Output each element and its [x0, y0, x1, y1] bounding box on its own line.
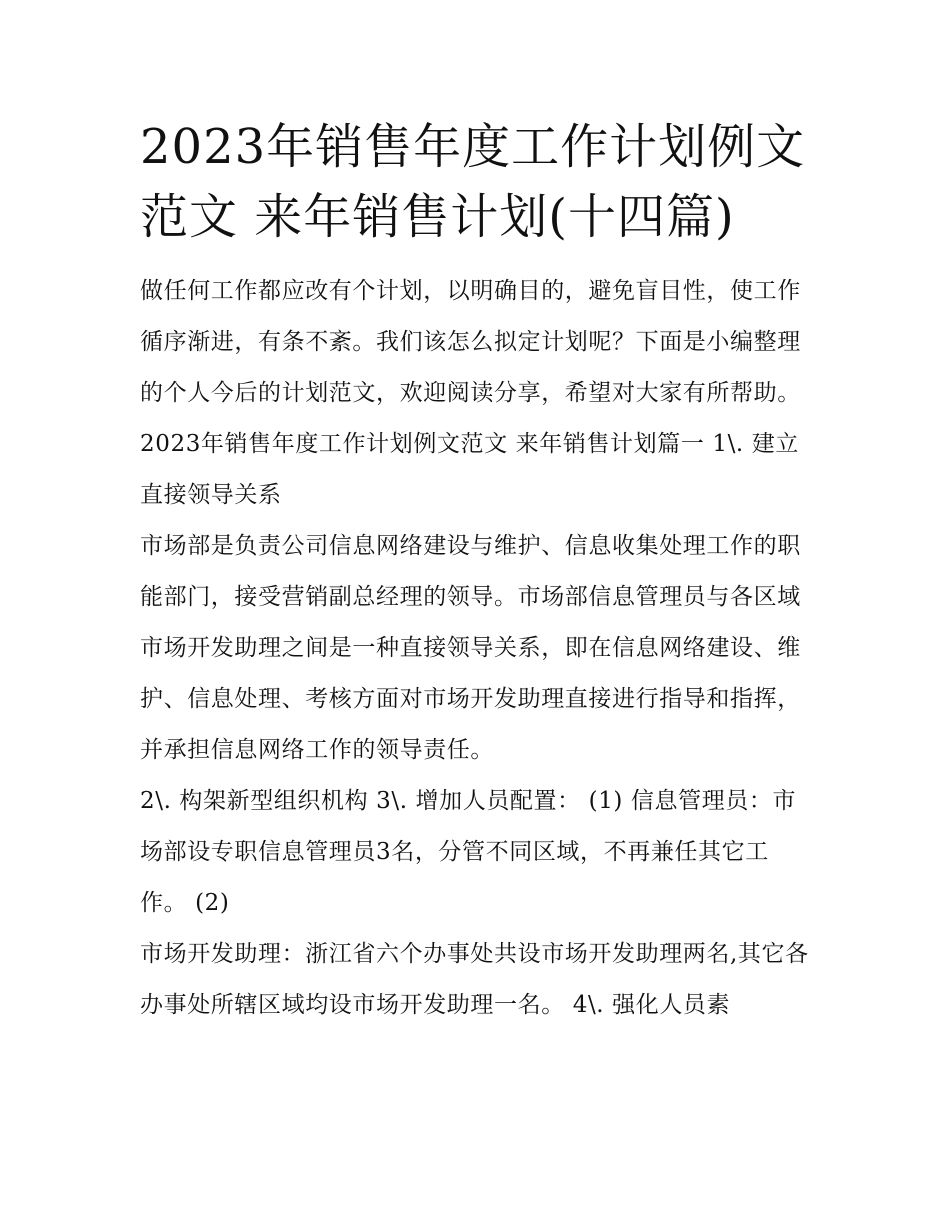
intro-paragraph: 做任何工作都应改有个计划，以明确目的，避免盲目性，使工作循序渐进，有条不紊。我们该怎么拟定计划呢？下面是小编整理的个人今后的计划范文，欢迎阅读分享，希望对大家有所帮助。	[140, 278, 801, 406]
market-assistant-paragraph: 市场开发助理：浙江省六个办事处共设市场开发助理两名,其它各办事处所辖区域均设市场开发助理一名。 4\. 强化人员素	[140, 941, 809, 1018]
document-title: 2023年销售年度工作计划例文范文 来年销售计划(十四篇)	[140, 119, 806, 245]
market-department-paragraph: 市场部是负责公司信息网络建设与维护、信息收集处理工作的职能部门，接受营销副总经理的领导。市场部信息管理员与各区域市场开发助理之间是一种直接领导关系，即在信息网络建设、维护、信息处理、考核方面对市场开发助理直接进行指导和指挥，并承担信息网络工作的领导责任。	[140, 533, 801, 763]
section-heading-paragraph: 2023年销售年度工作计划例文范文 来年销售计划篇一 1\. 建立直接领导关系	[140, 431, 799, 508]
document-page	[140, 112, 815, 1031]
document-body	[140, 266, 815, 1031]
organization-structure-paragraph: 2\. 构架新型组织机构 3\. 增加人员配置： (1) 信息管理员：市场部设专职信息管理员3名，分管不同区域，不再兼任其它工作。 (2)	[140, 788, 797, 916]
